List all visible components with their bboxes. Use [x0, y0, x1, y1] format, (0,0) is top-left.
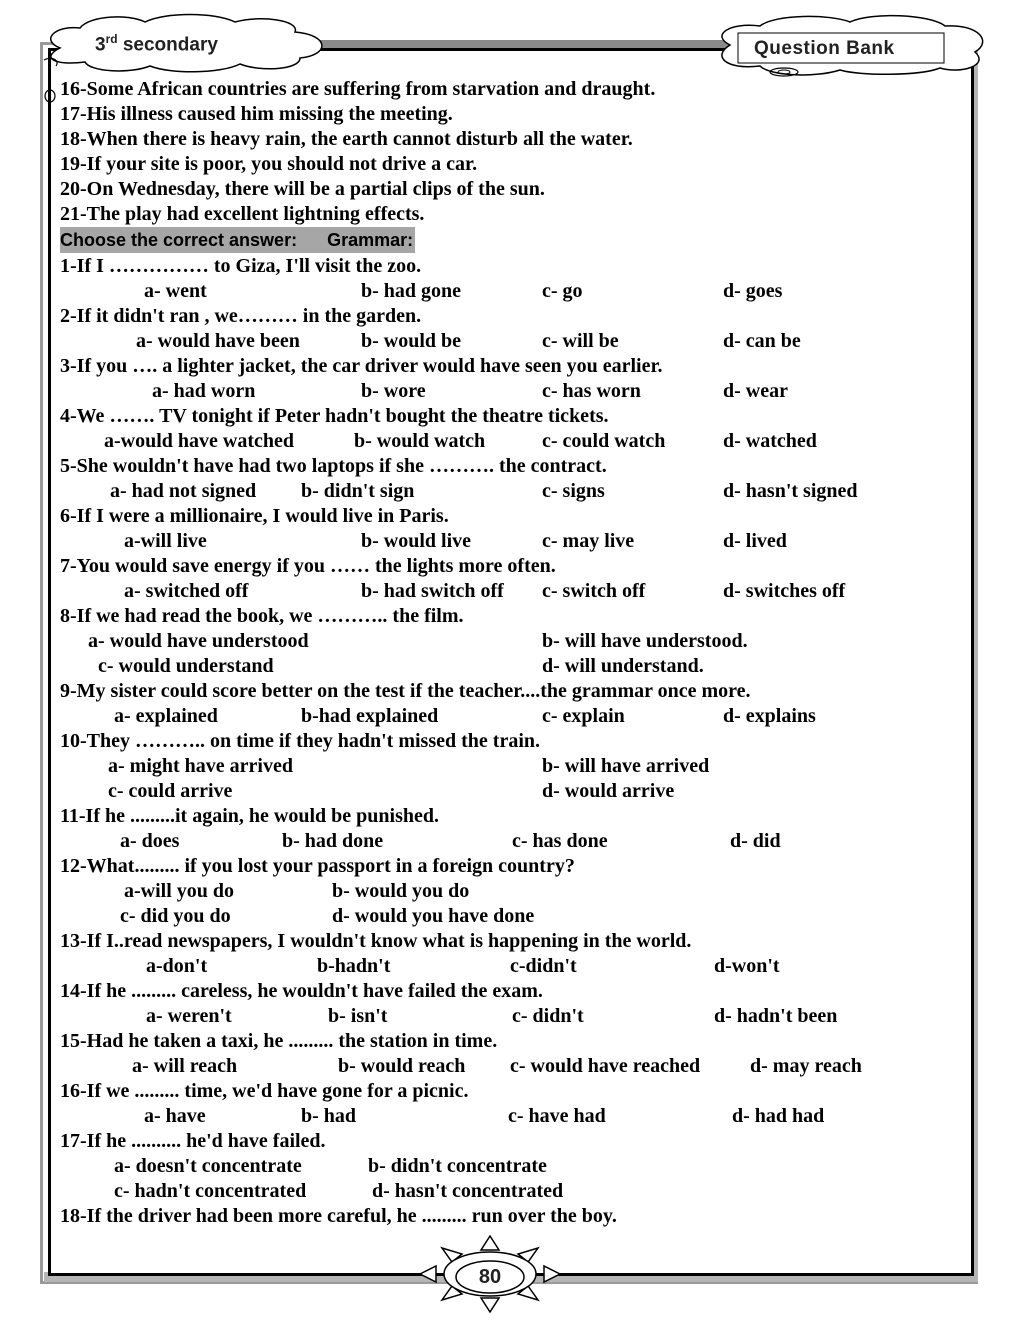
option-d: d- hadn't been: [714, 1005, 838, 1027]
option-b: b- had done: [282, 830, 384, 852]
option-c: c- could arrive: [108, 780, 233, 802]
option-a: a- would have been: [136, 330, 300, 352]
option-a: a- does: [120, 830, 180, 852]
option-b: b- wore: [361, 380, 426, 402]
correction-line: 19-If your site is poor, you should not drive a car.: [60, 153, 478, 175]
question-text: 16-If we ......... time, we'd have gone for a picnic.: [60, 1080, 469, 1102]
option-c: c- did you do: [120, 905, 231, 927]
correction-line: 17-His illness caused him missing the meeting.: [60, 103, 453, 125]
question-text: 6-If I were a millionaire, I would live in Paris.: [60, 505, 449, 527]
option-c: c- has done: [512, 830, 608, 852]
option-c: c- has worn: [542, 380, 641, 402]
option-b: b- would you do: [332, 880, 470, 902]
option-b: b-hadn't: [317, 955, 391, 977]
option-c: c- have had: [508, 1105, 606, 1127]
question-text: 14-If he ......... careless, he wouldn't have failed the exam.: [60, 980, 543, 1002]
option-d: d- lived: [723, 530, 787, 552]
option-b: b- would live: [361, 530, 472, 552]
option-a: a- might have arrived: [108, 755, 293, 777]
option-c: c- switch off: [542, 580, 646, 602]
question-text: 10-They ……….. on time if they hadn't missed the train.: [60, 730, 540, 752]
option-c: c- didn't: [512, 1005, 584, 1027]
option-d: d- goes: [723, 280, 783, 302]
question-text: 1-If I …………… to Giza, I'll visit the zoo.: [60, 255, 422, 277]
correction-line: 16-Some African countries are suffering from starvation and draught.: [60, 78, 656, 100]
option-b: b- had gone: [361, 280, 462, 302]
grade-label: 3rd secondary: [95, 32, 218, 56]
correction-line: 20-On Wednesday, there will be a partial clips of the sun.: [60, 178, 545, 200]
correction-line: 18-When there is heavy rain, the earth cannot disturb all the water.: [60, 128, 633, 150]
question-text: 17-If he .......... he'd have failed.: [60, 1130, 326, 1152]
option-b: b- didn't sign: [301, 480, 415, 502]
option-b: b- will have arrived: [542, 755, 710, 777]
option-d: d- would arrive: [542, 780, 675, 802]
option-c: c- will be: [542, 330, 619, 352]
question-text: 4-We ……. TV tonight if Peter hadn't bought the theatre tickets.: [60, 405, 609, 427]
option-d: d- hasn't signed: [723, 480, 858, 502]
option-d: d- explains: [723, 705, 816, 727]
question-text: 5-She wouldn't have had two laptops if she ………. the contract.: [60, 455, 607, 477]
option-a: a- switched off: [124, 580, 249, 602]
option-c: c- signs: [542, 480, 605, 502]
option-c: c- would understand: [98, 655, 274, 677]
option-a: a-will live: [124, 530, 207, 552]
option-a: a- doesn't concentrate: [114, 1155, 302, 1177]
page-title: Question Bank: [754, 38, 895, 59]
option-a: a-would have watched: [104, 430, 295, 452]
option-b: b- isn't: [328, 1005, 388, 1027]
option-c: c- explain: [542, 705, 625, 727]
option-c: c-didn't: [510, 955, 577, 977]
option-a: a- will reach: [132, 1055, 238, 1077]
section-heading: Choose the correct answer: Grammar:: [60, 227, 415, 253]
option-c: c- would have reached: [510, 1055, 701, 1077]
option-d: d- switches off: [723, 580, 846, 602]
option-a: a- had worn: [152, 380, 256, 402]
question-text: 8-If we had read the book, we ……….. the film.: [60, 605, 464, 627]
option-d: d- had had: [732, 1105, 825, 1127]
option-a: a- explained: [114, 705, 218, 727]
question-text: 9-My sister could score better on the test if the teacher....the grammar once more.: [60, 680, 751, 702]
option-c: c- hadn't concentrated: [114, 1180, 307, 1202]
option-b: b- would reach: [338, 1055, 466, 1077]
option-b: b- would watch: [354, 430, 486, 452]
option-d: d-won't: [714, 955, 780, 977]
question-text: 13-If I..read newspapers, I wouldn't know what is happening in the world.: [60, 930, 692, 952]
option-b: b- would be: [361, 330, 462, 352]
option-d: d- may reach: [750, 1055, 862, 1077]
option-d: d- can be: [723, 330, 801, 352]
option-a: a-will you do: [124, 880, 235, 902]
option-a: a- had not signed: [110, 480, 257, 502]
option-a: a-don't: [146, 955, 208, 977]
option-d: d- did: [730, 830, 781, 852]
option-b: b- had: [301, 1105, 357, 1127]
option-b: b- had switch off: [361, 580, 504, 602]
question-text: 2-If it didn't ran , we……… in the garden.: [60, 305, 422, 327]
question-text: 18-If the driver had been more careful, he ......... run over the boy.: [60, 1205, 617, 1227]
option-a: a- have: [144, 1105, 206, 1127]
question-text: 7-You would save energy if you …… the lights more often.: [60, 555, 556, 577]
option-d: d- watched: [723, 430, 817, 452]
question-text: 3-If you …. a lighter jacket, the car driver would have seen you earlier.: [60, 355, 663, 377]
question-text: 12-What......... if you lost your passport in a foreign country?: [60, 855, 575, 877]
option-b: b- will have understood.: [542, 630, 748, 652]
option-d: d- would you have done: [332, 905, 535, 927]
option-a: a- went: [144, 280, 207, 302]
option-a: a- would have understood: [88, 630, 309, 652]
option-d: d- wear: [723, 380, 788, 402]
question-text: 15-Had he taken a taxi, he ......... the station in time.: [60, 1030, 498, 1052]
option-d: d- hasn't concentrated: [372, 1180, 564, 1202]
option-c: c- could watch: [542, 430, 666, 452]
option-a: a- weren't: [146, 1005, 232, 1027]
option-b: b- didn't concentrate: [368, 1155, 547, 1177]
option-c: c- go: [542, 280, 583, 302]
correction-line: 21-The play had excellent lightning effects.: [60, 203, 425, 225]
option-b: b-had explained: [301, 705, 439, 727]
option-d: d- will understand.: [542, 655, 704, 677]
page-number: 80: [478, 1266, 502, 1288]
question-text: 11-If he .........it again, he would be punished.: [60, 805, 439, 827]
option-c: c- may live: [542, 530, 635, 552]
